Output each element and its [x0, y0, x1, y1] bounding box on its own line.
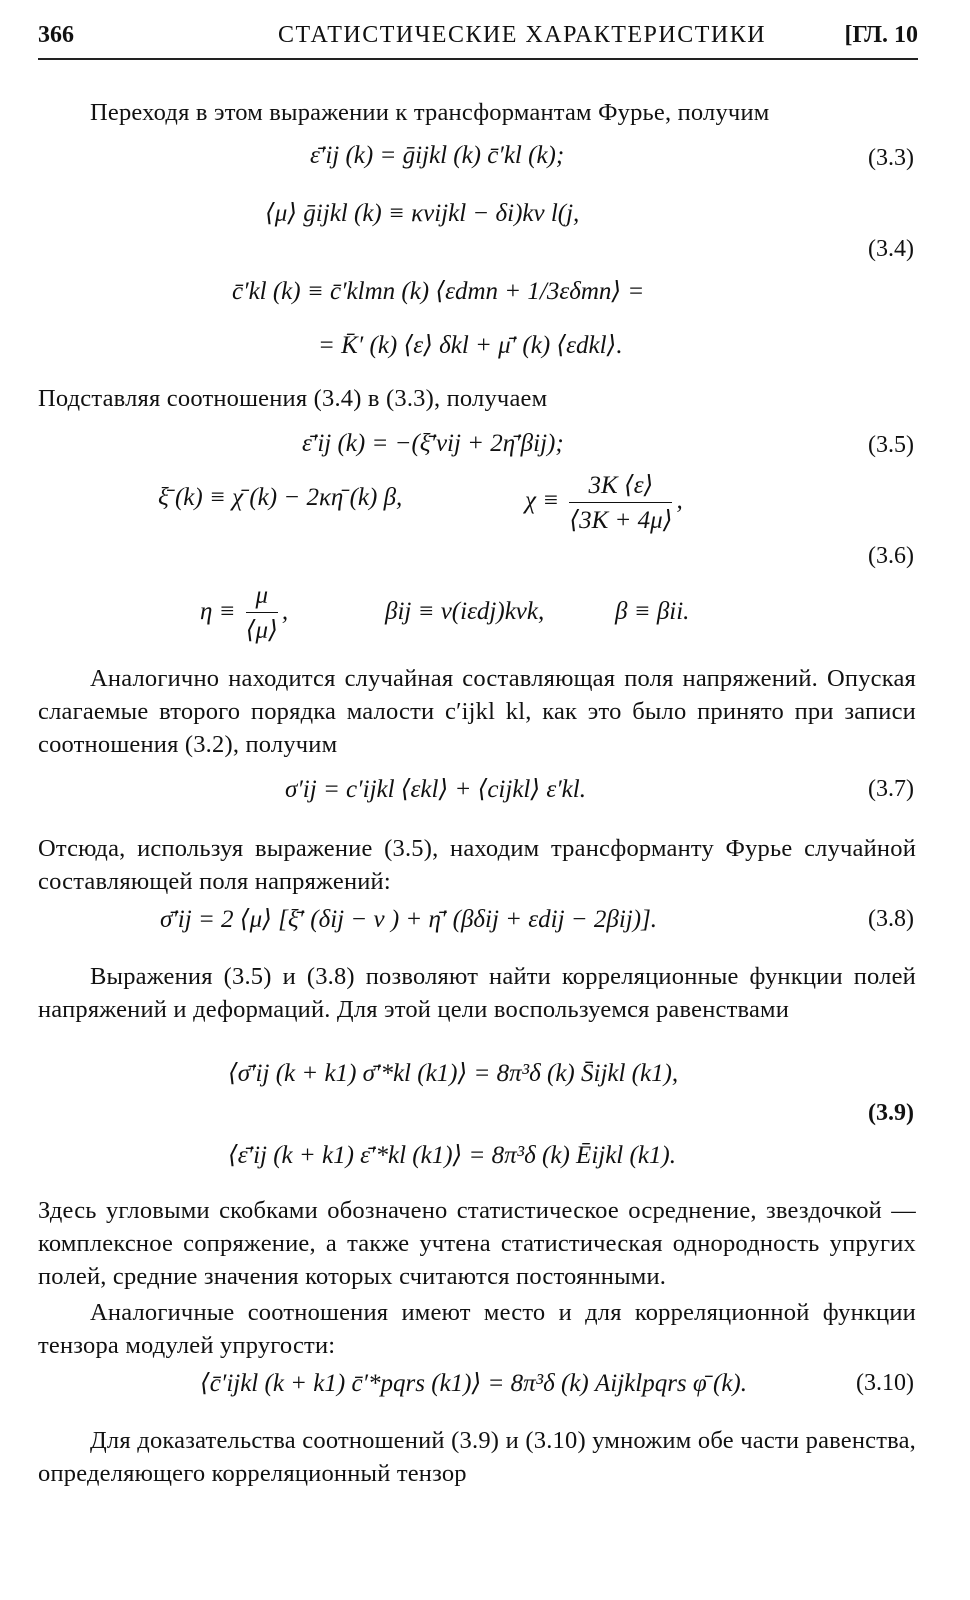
- equation-3-6b-lhs: χ ≡: [525, 487, 560, 515]
- equation-3-6a: ξ̄ (k) ≡ χ̄ (k) − 2κη̄ (k) β,: [158, 484, 403, 511]
- equation-3-3: ε̄′ij (k) = ḡijkl (k) c̄′kl (k);: [310, 142, 565, 169]
- equation-3-6c: η ≡ $\frac{\mu}{⟨\mu⟩}$ ,: [200, 582, 289, 644]
- equation-3-6d: βij ≡ ν(iεdj)kνk,: [385, 598, 545, 625]
- equation-number-3-3: (3.3): [868, 145, 914, 171]
- fraction-chi-denominator: ⟨3K + 4μ⟩: [569, 507, 673, 534]
- equation-3-10: ⟨c̄′ijkl (k + k1) c̄′*pqrs (k1)⟩ = 8π³δ (k) Aijklpqrs φ̄ (k).: [200, 1370, 747, 1397]
- equation-3-6b: χ ≡ $\frac{3K ⟨\varepsilon⟩}{⟨3K + 4\mu⟩}$ ,: [525, 472, 683, 534]
- paragraph-1: Переходя в этом выражении к трансформантам Фурье, получим: [90, 99, 770, 126]
- equation-number-3-9: (3.9): [868, 1100, 914, 1126]
- paragraph-4: Отсюда, используя выражение (3.5), находим трансформанту Фурье случайной составляющей поля напряжений:: [38, 835, 916, 895]
- equation-3-4b: c̄′kl (k) ≡ c̄′klmn (k) ⟨εdmn + 1/3εδmn⟩ =: [232, 278, 645, 305]
- equation-3-6e: β ≡ βii.: [615, 598, 690, 625]
- fraction-chi: [569, 470, 672, 535]
- equation-number-3-10: (3.10): [856, 1370, 914, 1396]
- equation-number-3-5: (3.5): [868, 432, 914, 458]
- equation-3-4c: = K̄′ (k) ⟨ε⟩ δkl + μ̄′ (k) ⟨εdkl⟩.: [318, 332, 623, 359]
- equation-3-8: σ̄′ij = 2 ⟨μ⟩ [ξ̄′ (δij − ν ) + η̄′ (βδij + εdij − 2βij)].: [160, 906, 658, 933]
- page-number: 366: [38, 22, 74, 48]
- paragraph-7: Аналогичные соотношения имеют место и для корреляционной функции тензора модулей упругости:: [38, 1299, 916, 1359]
- fraction-eta-denominator: ⟨μ⟩: [245, 617, 278, 644]
- paragraph-8: Для доказательства соотношений (3.9) и (3.10) умножим обе части равенства, определяющего корреляционный тензор: [38, 1427, 916, 1487]
- equation-number-3-7: (3.7): [868, 776, 914, 802]
- equation-3-7: σ′ij = c′ijkl ⟨εkl⟩ + ⟨cijkl⟩ ε′kl.: [285, 776, 586, 803]
- equation-number-3-8: (3.8): [868, 906, 914, 932]
- paragraph-5: Выражения (3.5) и (3.8) позволяют найти корреляционные функции полей напряжений и деформаций. Для этой цели воспользуемся равенствами: [38, 963, 916, 1023]
- chapter-label: [ГЛ. 10: [844, 22, 918, 48]
- equation-3-9a: ⟨σ̄′ij (k + k1) σ̄′*kl (k1)⟩ = 8π³δ (k) S̄ijkl (k1),: [228, 1060, 679, 1087]
- equation-3-5: ε̄′ij (k) = −(ξ̄′νij + 2η̄′βij);: [302, 430, 564, 457]
- fraction-eta-numerator: μ: [246, 582, 278, 613]
- page-header: [38, 18, 918, 60]
- equation-number-3-4: (3.4): [868, 236, 914, 262]
- running-title: СТАТИСТИЧЕСКИЕ ХАРАКТЕРИСТИКИ: [278, 22, 767, 48]
- equation-3-9b: ⟨ε̄′ij (k + k1) ε̄′*kl (k1)⟩ = 8π³δ (k) Ēijkl (k1).: [228, 1142, 676, 1169]
- paragraph-2: Подставляя соотношения (3.4) в (3.3), получаем: [38, 385, 548, 412]
- fraction-eta: [246, 582, 278, 645]
- equation-3-4a: ⟨μ⟩ ḡijkl (k) ≡ κνijkl − δi)kν l(j,: [265, 200, 580, 227]
- paragraph-6: Здесь угловыми скобками обозначено статистическое осреднение, звездочкой — комплексное сопряжение, а также учтена статистическая однородность упругих полей, средние значения которых считаются постоянными.: [38, 1197, 916, 1290]
- equation-number-3-6: (3.6): [868, 543, 914, 569]
- equation-3-6c-lhs: η ≡: [200, 598, 236, 626]
- paragraph-3: Аналогично находится случайная составляющая поля напряжений. Опуская слагаемые второго порядка малости c′ijkl kl, как это было принято при записи соотношения (3.2), получим: [38, 665, 916, 758]
- fraction-chi-numerator: 3K ⟨ε⟩: [569, 470, 672, 503]
